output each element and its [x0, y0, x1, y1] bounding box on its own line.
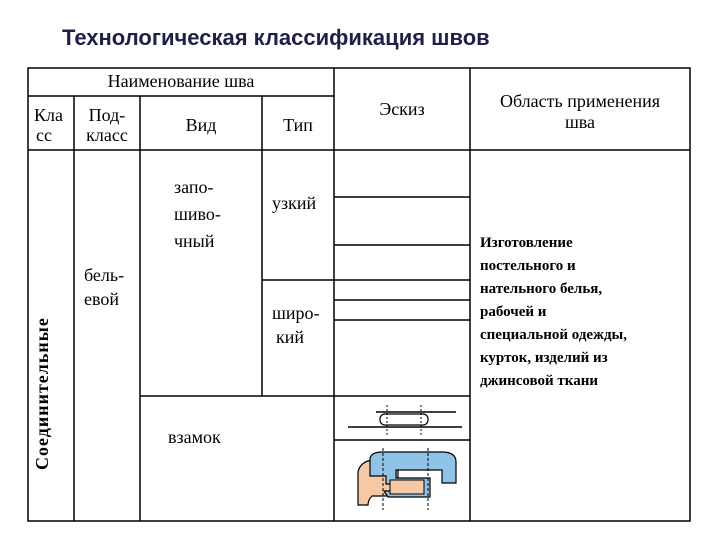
kind-zapos-line3: чный	[174, 231, 215, 251]
kind-zapos-line2: шиво-	[174, 204, 221, 224]
lock-seam-color-sketch	[358, 448, 456, 510]
kind-zapos-line1: запо-	[174, 177, 214, 197]
type-wide-line1: широ-	[272, 303, 320, 323]
kind-lock: взамок	[168, 427, 221, 447]
usage-line: нательного белья,	[480, 281, 603, 297]
type-wide-line2: кий	[276, 327, 305, 347]
header-usage-line2: шва	[564, 112, 596, 132]
type-narrow: узкий	[272, 193, 317, 213]
header-seam-name: Наименование шва	[107, 71, 255, 91]
header-usage-line1: Область применения	[499, 91, 661, 111]
usage-description	[480, 232, 685, 393]
header-class-line2: сс	[36, 125, 52, 145]
subclass-line1: бель-	[84, 265, 125, 285]
usage-line: постельного и	[480, 258, 576, 274]
header-type: Тип	[283, 115, 313, 135]
header-class-line1: Кла	[34, 105, 63, 125]
header-subclass-line2: класс	[86, 125, 128, 145]
usage-line: специальной одежды,	[480, 327, 627, 343]
slide-title: Технологическая классификация швов	[62, 25, 490, 50]
header-kind: Вид	[185, 115, 217, 135]
header-subclass-line1: Под-	[88, 105, 126, 125]
usage-line: джинсовой ткани	[480, 373, 598, 389]
usage-line: Изготовление	[480, 235, 573, 251]
usage-line: курток, изделий из	[480, 350, 608, 366]
usage-line: рабочей и	[480, 304, 547, 320]
lock-seam-line-sketch	[348, 405, 462, 437]
header-sketch: Эскиз	[379, 99, 425, 119]
class-name-vertical: Соединительные	[32, 317, 52, 470]
subclass-line2: евой	[84, 289, 119, 309]
